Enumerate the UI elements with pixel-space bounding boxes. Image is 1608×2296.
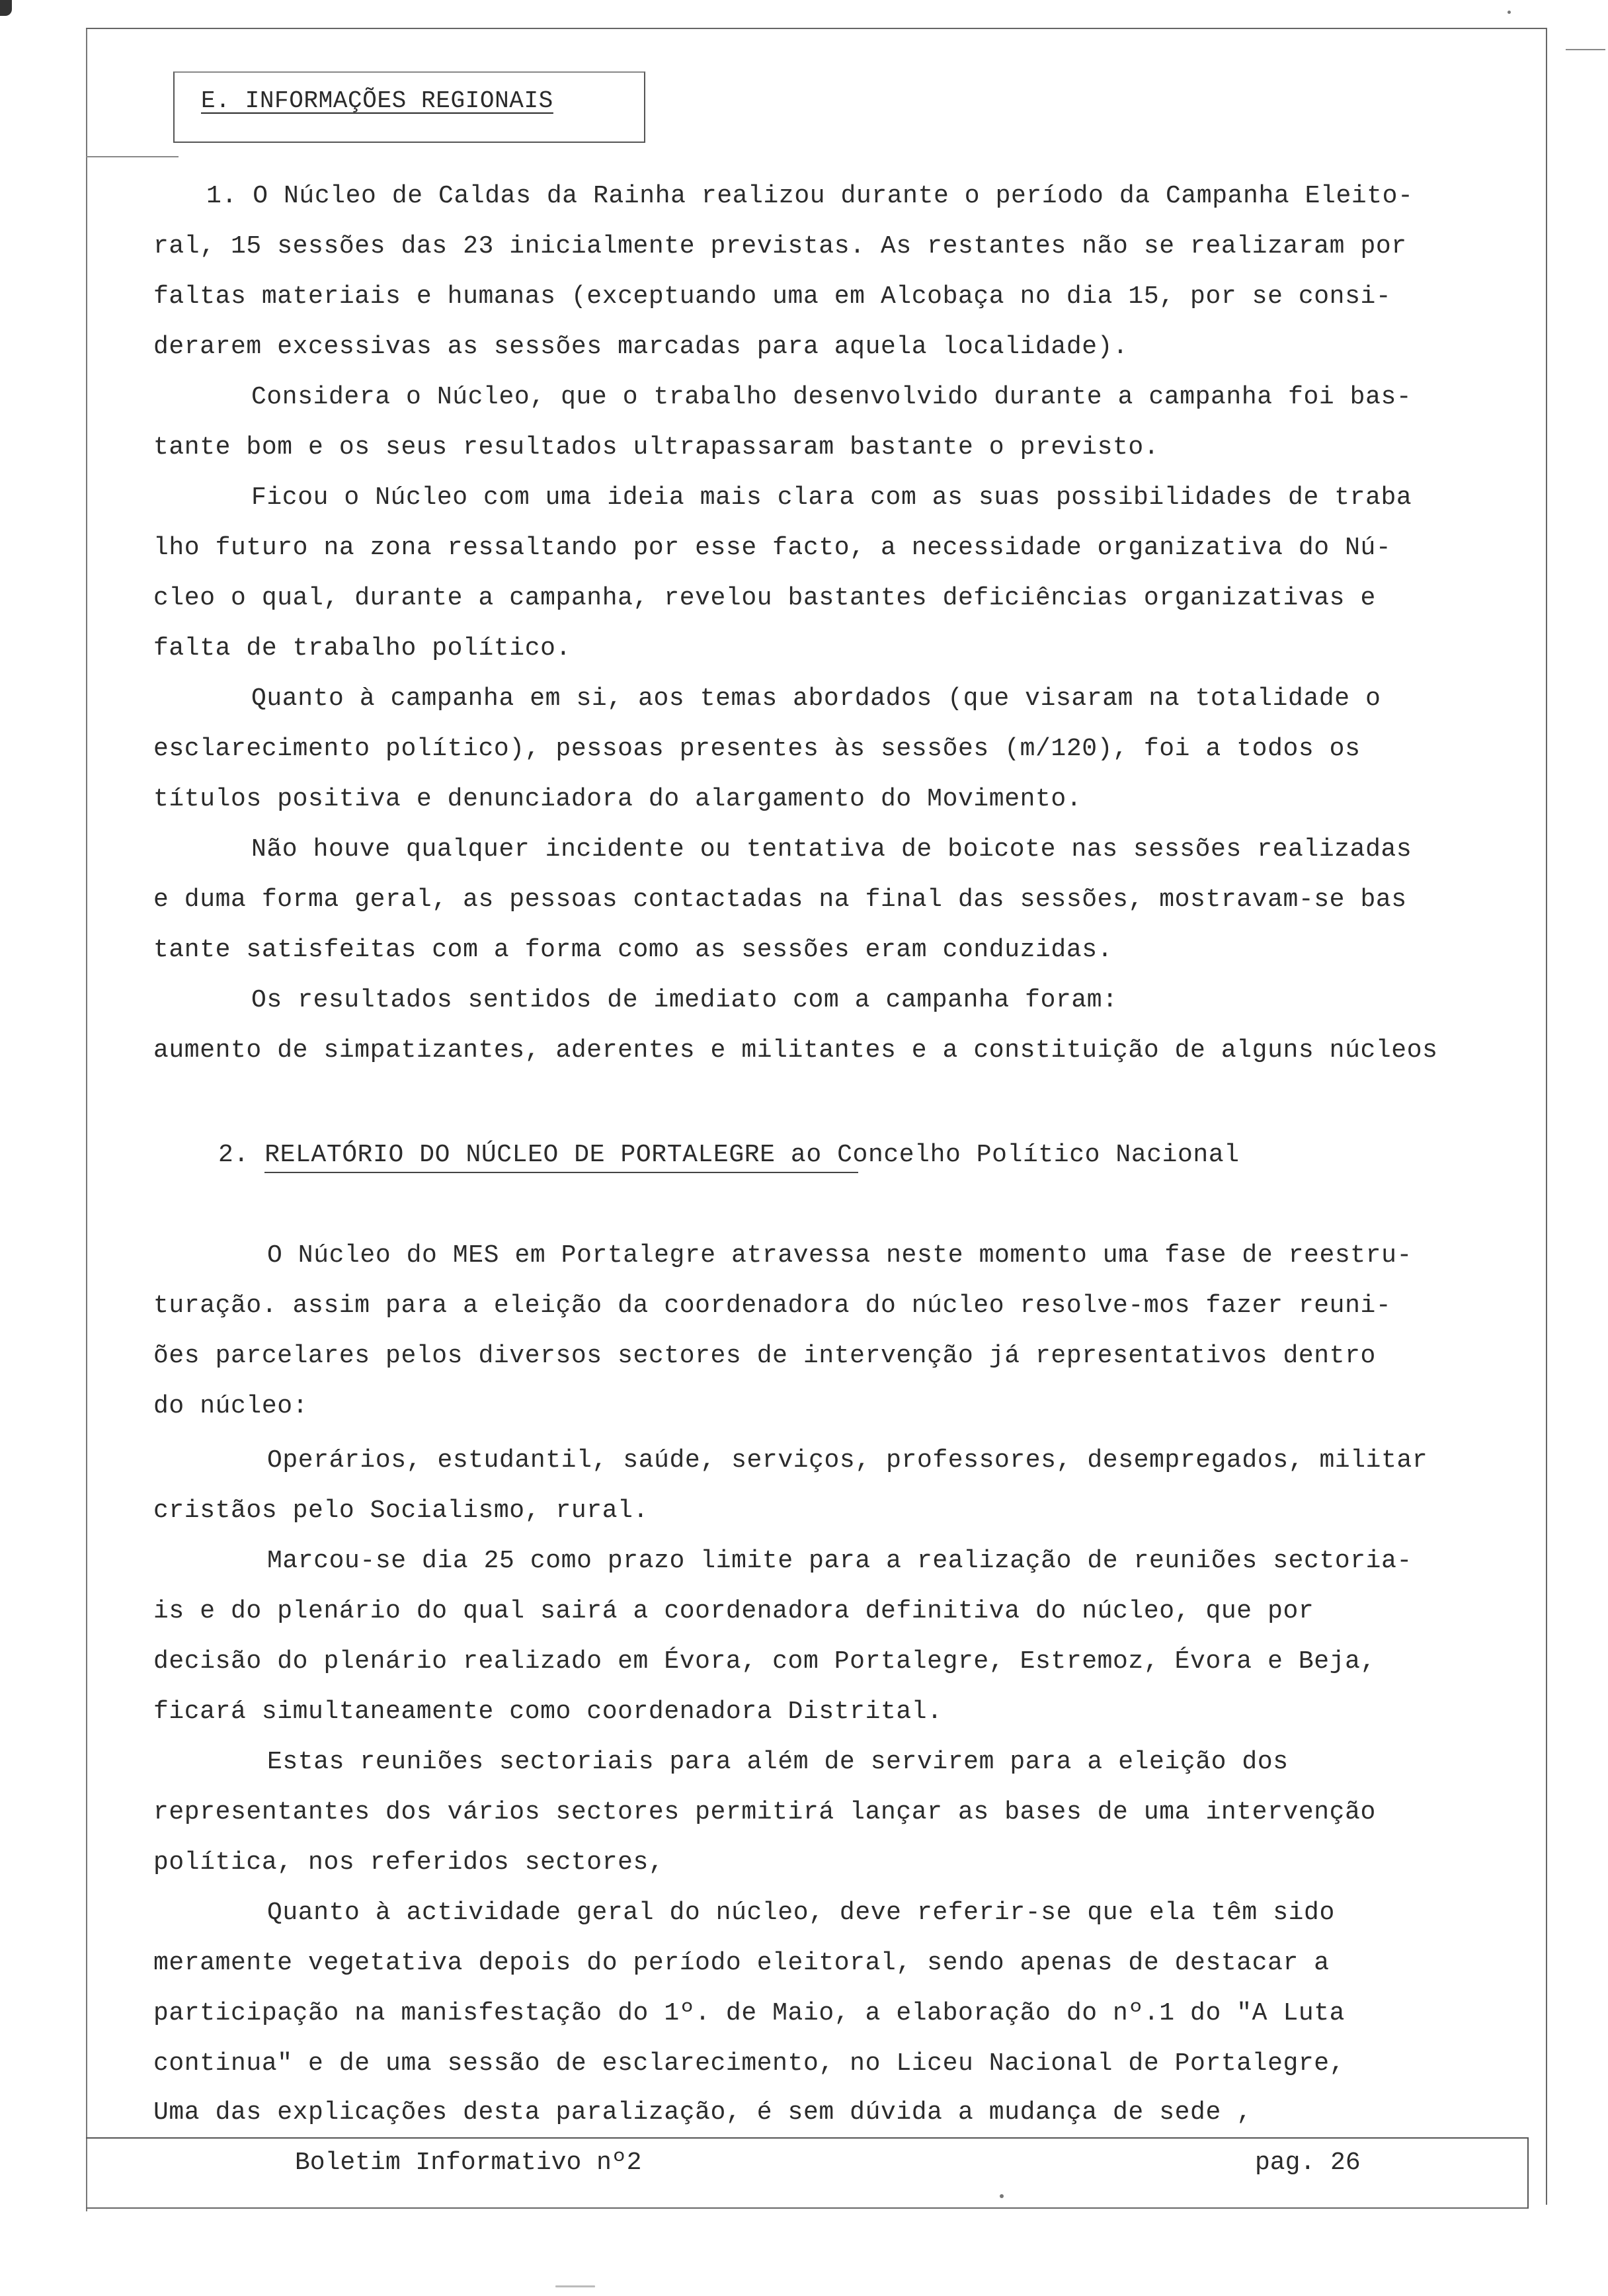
text-line-31: representantes dos vários sectores permitirá lançar as bases de uma intervenção <box>153 1798 1376 1826</box>
scan-artifact-mark <box>0 0 12 16</box>
text-line-28: decisão do plenário realizado em Évora, com Portalegre, Estremoz, Évora e Beja, <box>153 1647 1376 1676</box>
footer-page-number: pag. 26 <box>1255 2149 1361 2177</box>
text-line-3: faltas materiais e humanas (exceptuando uma em Alcobaça no dia 15, por se consi- <box>153 282 1392 311</box>
left-border-line <box>86 29 87 2211</box>
text-line-11: Quanto à campanha em si, aos temas abordados (que visaram na totalidade o <box>251 684 1381 713</box>
right-margin-tick <box>1566 49 1605 50</box>
text-line-4: derarem excessivas as sessões marcadas para aquela localidade). <box>153 333 1129 361</box>
text-line-37: Uma das explicações desta paralização, é sem dúvida a mudança de sede , <box>153 2098 1252 2127</box>
section-title-text: E. INFORMAÇÕES REGIONAIS <box>201 87 553 114</box>
text-line-17: Os resultados sentidos de imediato com a campanha foram: <box>251 986 1118 1014</box>
text-line-10: falta de trabalho político. <box>153 634 571 663</box>
text-line-16: tante satisfeitas com a forma como as sessões eram conduzidas. <box>153 936 1113 964</box>
text-line-9: cleo o qual, durante a campanha, revelou bastantes deficiências organizativas e <box>153 584 1376 612</box>
text-line-26: Marcou-se dia 25 como prazo limite para a realização de reuniões sectoria- <box>267 1547 1412 1575</box>
section-2-heading-underline <box>264 1172 858 1173</box>
footer-bulletin: Boletim Informativo nº2 <box>295 2149 642 2177</box>
text-line-29: ficará simultaneamente como coordenadora Distrital. <box>153 1698 943 1726</box>
text-line-7: Ficou o Núcleo com uma ideia mais clara com as suas possibilidades de traba <box>251 483 1412 512</box>
text-line-21: turação. assim para a eleição da coordenadora do núcleo resolve-mos fazer reuni- <box>153 1292 1392 1320</box>
text-line-22: ões parcelares pelos diversos sectores de intervenção já representativos dentro <box>153 1342 1376 1370</box>
text-line-33: Quanto à actividade geral do núcleo, deve referir-se que ela têm sido <box>267 1899 1335 1927</box>
section-title <box>201 85 553 118</box>
header-divider-line <box>86 156 179 157</box>
text-line-2: ral, 15 sessões das 23 inicialmente previstas. As restantes não se realizaram por <box>153 232 1407 261</box>
text-line-20: O Núcleo do MES em Portalegre atravessa neste momento uma fase de reestru- <box>267 1241 1412 1270</box>
text-line-30: Estas reuniões sectoriais para além de servirem para a eleição dos <box>267 1748 1289 1776</box>
scan-speck <box>1000 2194 1004 2198</box>
text-line-36: continua" e de uma sessão de esclarecimento, no Liceu Nacional de Portalegre, <box>153 2049 1346 2078</box>
text-line-8: lho futuro na zona ressaltando por esse facto, a necessidade organizativa do Nú- <box>153 534 1392 562</box>
scan-speck <box>555 2285 595 2287</box>
text-line-24: Operários, estudantil, saúde, serviços, professores, desempregados, militar <box>267 1446 1428 1475</box>
text-line-15: e duma forma geral, as pessoas contactadas na final das sessões, mostravam-se bas <box>153 885 1407 914</box>
top-border-line <box>86 28 1547 29</box>
text-line-12: esclarecimento político), pessoas presentes às sessões (m/120), foi a todos os <box>153 735 1361 763</box>
text-line-25: cristãos pelo Socialismo, rural. <box>153 1496 649 1525</box>
right-border-line <box>1546 29 1547 2205</box>
section-2-heading: 2. RELATÓRIO DO NÚCLEO DE PORTALEGRE ao Concelho Político Nacional <box>218 1141 1240 1169</box>
scan-speck <box>1508 11 1511 14</box>
text-line-13: títulos positiva e denunciadora do alargamento do Movimento. <box>153 785 1082 813</box>
text-line-27: is e do plenário do qual sairá a coordenadora definitiva do núcleo, que por <box>153 1597 1314 1625</box>
text-line-32: política, nos referidos sectores, <box>153 1848 664 1877</box>
text-line-1: 1. O Núcleo de Caldas da Rainha realizou durante o período da Campanha Eleito- <box>206 182 1414 210</box>
text-line-18: aumento de simpatizantes, aderentes e militantes e a constituição de alguns núcleos <box>153 1036 1438 1065</box>
text-line-34: meramente vegetativa depois do período eleitoral, sendo apenas de destacar a <box>153 1949 1330 1977</box>
text-line-5: Considera o Núcleo, que o trabalho desenvolvido durante a campanha foi bas- <box>251 383 1412 411</box>
text-line-6: tante bom e os seus resultados ultrapassaram bastante o previsto. <box>153 433 1160 462</box>
text-line-35: participação na manisfestação do 1º. de Maio, a elaboração do nº.1 do "A Luta <box>153 1999 1346 2028</box>
text-line-23: do núcleo: <box>153 1392 309 1420</box>
text-line-14: Não houve qualquer incidente ou tentativa de boicote nas sessões realizadas <box>251 835 1412 864</box>
